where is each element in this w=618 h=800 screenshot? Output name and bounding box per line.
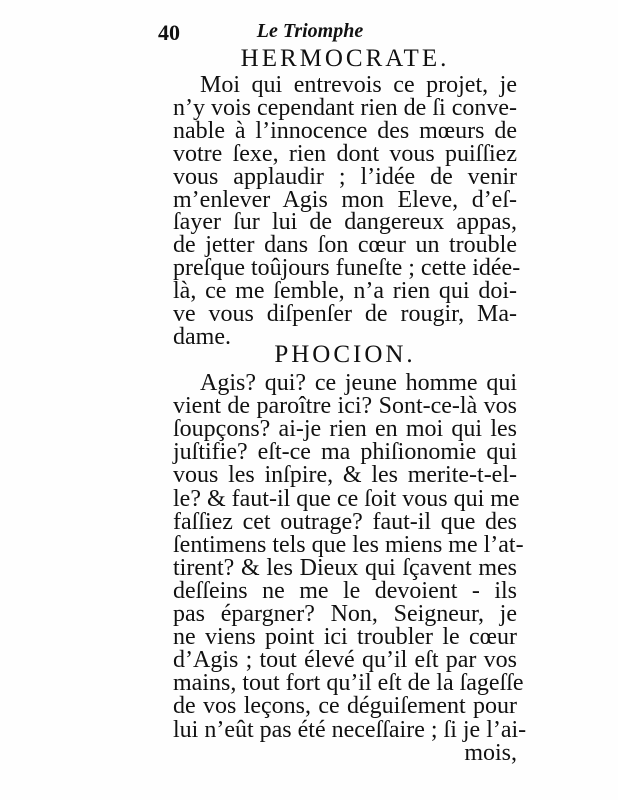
text-line: de jetter dans ſon cœur un trouble bbox=[173, 232, 517, 259]
text-line: Agis? qui? ce jeune homme qui bbox=[200, 370, 517, 396]
text-line: deſſeins ne me le devoient - ils bbox=[173, 577, 517, 604]
text-line: lui n’eût pas été neceſſaire ; ſi je l’ai- bbox=[173, 716, 527, 743]
text-line: ve vous diſpenſer de rougir, Ma- bbox=[173, 301, 517, 327]
text-line: pas épargner? Non, Seigneur, je bbox=[173, 601, 517, 627]
text-line: ſoupçons? ai-je rien en moi qui les bbox=[173, 416, 517, 443]
text-line: tirent? & les Dieux qui ſçavent mes bbox=[173, 554, 517, 581]
text-line: vous applaudir ; l’idée de venir bbox=[173, 163, 517, 190]
text-line: ſayer ſur lui de dangereux appas, bbox=[173, 209, 517, 236]
text-line: vous les inſpire, & les merite-t-el- bbox=[173, 462, 517, 489]
speaker-heading: PHOCION. bbox=[274, 341, 416, 368]
text-line: Moi qui entrevois ce projet, je bbox=[200, 72, 517, 98]
speaker-heading: HERMOCRATE. bbox=[240, 45, 450, 72]
page-number: 40 bbox=[158, 20, 180, 45]
text-line: faſſiez cet outrage? faut-il que des bbox=[173, 508, 517, 535]
text-line: ne viens point ici troubler le cœur bbox=[173, 624, 517, 651]
text-line: là, ce me ſemble, n’a rien qui doi- bbox=[173, 278, 517, 305]
running-title: Le Triomphe bbox=[256, 20, 364, 42]
text-line: le? & faut-il que ce ſoit vous qui me bbox=[173, 485, 520, 512]
text-line: dame. bbox=[173, 323, 231, 350]
text-line: n’y vois cependant rien de ſi conve- bbox=[173, 94, 517, 121]
text-line: de vos leçons, ce déguiſement pour bbox=[173, 693, 517, 720]
text-line: vient de paroître ici? Sont-ce-là vos bbox=[173, 393, 517, 420]
text-line: d’Agis ; tout élevé qu’il eſt par vos bbox=[173, 647, 517, 674]
text-line: nable à l’innocence des mœurs de bbox=[173, 117, 517, 144]
text-line: votre ſexe, rien dont vous puiſſiez bbox=[173, 140, 517, 167]
text-line: m’enlever Agis mon Eleve, d’eſ- bbox=[173, 186, 517, 213]
text-line: ſentimens tels que les miens me l’at- bbox=[173, 531, 524, 558]
text-line: preſque toûjours funeſte ; cette idée- bbox=[173, 255, 521, 282]
text-line: mains, tout fort qu’il eſt de la ſageſſe bbox=[173, 670, 524, 697]
text-line: juſtifie? eſt-ce ma phiſionomie qui bbox=[173, 439, 517, 466]
text-line: mois, bbox=[464, 739, 517, 766]
